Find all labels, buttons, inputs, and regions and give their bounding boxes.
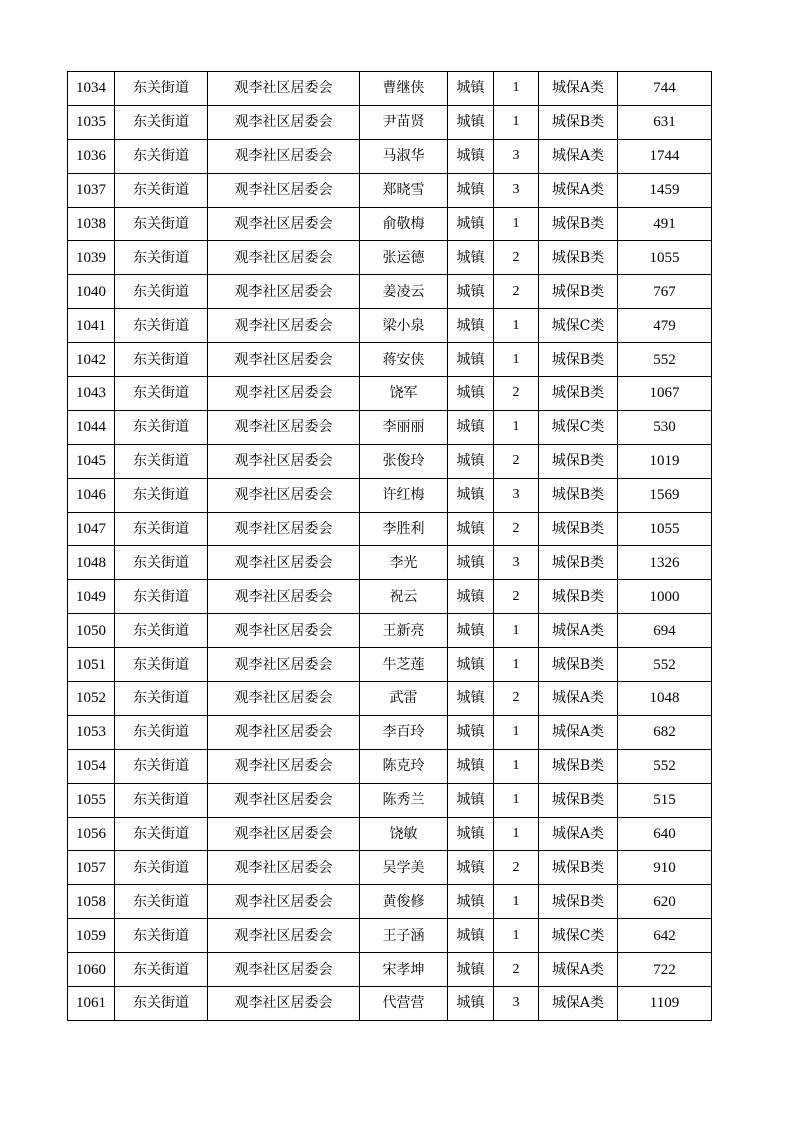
category-cell: 城保A类 bbox=[539, 682, 618, 716]
community-cell: 观李社区居委会 bbox=[208, 885, 360, 919]
category-cell: 城保A类 bbox=[539, 987, 618, 1021]
category-cell: 城保A类 bbox=[539, 614, 618, 648]
serial-number-cell: 1059 bbox=[68, 919, 115, 953]
table-row bbox=[68, 614, 712, 648]
table-row bbox=[68, 749, 712, 783]
name-cell: 王新亮 bbox=[360, 614, 448, 648]
member-count-cell: 2 bbox=[494, 512, 539, 546]
name-cell: 吴学美 bbox=[360, 851, 448, 885]
household-type-cell: 城镇 bbox=[448, 343, 494, 377]
household-type-cell: 城镇 bbox=[448, 410, 494, 444]
subdistrict-cell: 东关街道 bbox=[115, 241, 208, 275]
subdistrict-cell: 东关街道 bbox=[115, 817, 208, 851]
name-cell: 梁小泉 bbox=[360, 309, 448, 343]
category-cell: 城保B类 bbox=[539, 241, 618, 275]
amount-cell: 1055 bbox=[618, 512, 712, 546]
subdistrict-cell: 东关街道 bbox=[115, 343, 208, 377]
name-cell: 许红梅 bbox=[360, 478, 448, 512]
table-row bbox=[68, 682, 712, 716]
community-cell: 观李社区居委会 bbox=[208, 207, 360, 241]
subdistrict-cell: 东关街道 bbox=[115, 682, 208, 716]
table-row bbox=[68, 512, 712, 546]
amount-cell: 552 bbox=[618, 343, 712, 377]
amount-cell: 682 bbox=[618, 715, 712, 749]
name-cell: 李光 bbox=[360, 546, 448, 580]
community-cell: 观李社区居委会 bbox=[208, 919, 360, 953]
table-row bbox=[68, 987, 712, 1021]
subdistrict-cell: 东关街道 bbox=[115, 139, 208, 173]
community-cell: 观李社区居委会 bbox=[208, 851, 360, 885]
subdistrict-cell: 东关街道 bbox=[115, 207, 208, 241]
community-cell: 观李社区居委会 bbox=[208, 241, 360, 275]
serial-number-cell: 1061 bbox=[68, 987, 115, 1021]
table-row bbox=[68, 377, 712, 411]
serial-number-cell: 1046 bbox=[68, 478, 115, 512]
household-type-cell: 城镇 bbox=[448, 885, 494, 919]
member-count-cell: 2 bbox=[494, 444, 539, 478]
amount-cell: 910 bbox=[618, 851, 712, 885]
amount-cell: 1000 bbox=[618, 580, 712, 614]
category-cell: 城保B类 bbox=[539, 546, 618, 580]
category-cell: 城保B类 bbox=[539, 749, 618, 783]
household-type-cell: 城镇 bbox=[448, 444, 494, 478]
amount-cell: 515 bbox=[618, 783, 712, 817]
table-row bbox=[68, 783, 712, 817]
table-row bbox=[68, 580, 712, 614]
table-row bbox=[68, 817, 712, 851]
member-count-cell: 1 bbox=[494, 648, 539, 682]
category-cell: 城保B类 bbox=[539, 207, 618, 241]
subdistrict-cell: 东关街道 bbox=[115, 410, 208, 444]
member-count-cell: 1 bbox=[494, 207, 539, 241]
household-type-cell: 城镇 bbox=[448, 919, 494, 953]
table-row bbox=[68, 343, 712, 377]
member-count-cell: 2 bbox=[494, 377, 539, 411]
amount-cell: 1109 bbox=[618, 987, 712, 1021]
serial-number-cell: 1043 bbox=[68, 377, 115, 411]
community-cell: 观李社区居委会 bbox=[208, 953, 360, 987]
category-cell: 城保B类 bbox=[539, 851, 618, 885]
serial-number-cell: 1058 bbox=[68, 885, 115, 919]
category-cell: 城保B类 bbox=[539, 512, 618, 546]
table-row bbox=[68, 444, 712, 478]
serial-number-cell: 1045 bbox=[68, 444, 115, 478]
member-count-cell: 3 bbox=[494, 478, 539, 512]
serial-number-cell: 1036 bbox=[68, 139, 115, 173]
name-cell: 陈秀兰 bbox=[360, 783, 448, 817]
household-type-cell: 城镇 bbox=[448, 512, 494, 546]
household-type-cell: 城镇 bbox=[448, 72, 494, 106]
subdistrict-cell: 东关街道 bbox=[115, 715, 208, 749]
subdistrict-cell: 东关街道 bbox=[115, 580, 208, 614]
household-type-cell: 城镇 bbox=[448, 275, 494, 309]
table-row bbox=[68, 410, 712, 444]
subdistrict-cell: 东关街道 bbox=[115, 648, 208, 682]
category-cell: 城保C类 bbox=[539, 410, 618, 444]
subdistrict-cell: 东关街道 bbox=[115, 885, 208, 919]
serial-number-cell: 1048 bbox=[68, 546, 115, 580]
community-cell: 观李社区居委会 bbox=[208, 444, 360, 478]
serial-number-cell: 1044 bbox=[68, 410, 115, 444]
member-count-cell: 1 bbox=[494, 783, 539, 817]
subdistrict-cell: 东关街道 bbox=[115, 783, 208, 817]
name-cell: 李丽丽 bbox=[360, 410, 448, 444]
serial-number-cell: 1056 bbox=[68, 817, 115, 851]
member-count-cell: 1 bbox=[494, 105, 539, 139]
category-cell: 城保C类 bbox=[539, 309, 618, 343]
table-row bbox=[68, 241, 712, 275]
community-cell: 观李社区居委会 bbox=[208, 817, 360, 851]
amount-cell: 1459 bbox=[618, 173, 712, 207]
name-cell: 李胜利 bbox=[360, 512, 448, 546]
serial-number-cell: 1042 bbox=[68, 343, 115, 377]
roster-body bbox=[68, 72, 712, 1021]
community-cell: 观李社区居委会 bbox=[208, 546, 360, 580]
table-row bbox=[68, 953, 712, 987]
member-count-cell: 2 bbox=[494, 580, 539, 614]
community-cell: 观李社区居委会 bbox=[208, 343, 360, 377]
member-count-cell: 2 bbox=[494, 851, 539, 885]
community-cell: 观李社区居委会 bbox=[208, 783, 360, 817]
community-cell: 观李社区居委会 bbox=[208, 275, 360, 309]
name-cell: 黄俊修 bbox=[360, 885, 448, 919]
table-row bbox=[68, 885, 712, 919]
subdistrict-cell: 东关街道 bbox=[115, 546, 208, 580]
subdistrict-cell: 东关街道 bbox=[115, 105, 208, 139]
category-cell: 城保A类 bbox=[539, 173, 618, 207]
amount-cell: 694 bbox=[618, 614, 712, 648]
household-type-cell: 城镇 bbox=[448, 648, 494, 682]
household-type-cell: 城镇 bbox=[448, 715, 494, 749]
name-cell: 尹苗贤 bbox=[360, 105, 448, 139]
subdistrict-cell: 东关街道 bbox=[115, 614, 208, 648]
household-type-cell: 城镇 bbox=[448, 478, 494, 512]
subdistrict-cell: 东关街道 bbox=[115, 275, 208, 309]
category-cell: 城保A类 bbox=[539, 817, 618, 851]
household-type-cell: 城镇 bbox=[448, 783, 494, 817]
subdistrict-cell: 东关街道 bbox=[115, 377, 208, 411]
amount-cell: 722 bbox=[618, 953, 712, 987]
table-row bbox=[68, 851, 712, 885]
serial-number-cell: 1039 bbox=[68, 241, 115, 275]
serial-number-cell: 1060 bbox=[68, 953, 115, 987]
category-cell: 城保A类 bbox=[539, 139, 618, 173]
community-cell: 观李社区居委会 bbox=[208, 72, 360, 106]
community-cell: 观李社区居委会 bbox=[208, 309, 360, 343]
amount-cell: 530 bbox=[618, 410, 712, 444]
household-type-cell: 城镇 bbox=[448, 241, 494, 275]
category-cell: 城保B类 bbox=[539, 478, 618, 512]
table-row bbox=[68, 546, 712, 580]
roster-table bbox=[67, 71, 712, 1021]
amount-cell: 744 bbox=[618, 72, 712, 106]
member-count-cell: 1 bbox=[494, 343, 539, 377]
name-cell: 陈克玲 bbox=[360, 749, 448, 783]
community-cell: 观李社区居委会 bbox=[208, 987, 360, 1021]
amount-cell: 1744 bbox=[618, 139, 712, 173]
name-cell: 王子涵 bbox=[360, 919, 448, 953]
serial-number-cell: 1037 bbox=[68, 173, 115, 207]
household-type-cell: 城镇 bbox=[448, 851, 494, 885]
member-count-cell: 1 bbox=[494, 715, 539, 749]
amount-cell: 640 bbox=[618, 817, 712, 851]
subdistrict-cell: 东关街道 bbox=[115, 851, 208, 885]
household-type-cell: 城镇 bbox=[448, 377, 494, 411]
household-type-cell: 城镇 bbox=[448, 105, 494, 139]
member-count-cell: 1 bbox=[494, 919, 539, 953]
category-cell: 城保B类 bbox=[539, 648, 618, 682]
subdistrict-cell: 东关街道 bbox=[115, 72, 208, 106]
community-cell: 观李社区居委会 bbox=[208, 648, 360, 682]
table-row bbox=[68, 139, 712, 173]
member-count-cell: 3 bbox=[494, 987, 539, 1021]
name-cell: 祝云 bbox=[360, 580, 448, 614]
name-cell: 曹继侠 bbox=[360, 72, 448, 106]
serial-number-cell: 1047 bbox=[68, 512, 115, 546]
community-cell: 观李社区居委会 bbox=[208, 377, 360, 411]
name-cell: 郑晓雪 bbox=[360, 173, 448, 207]
member-count-cell: 1 bbox=[494, 817, 539, 851]
community-cell: 观李社区居委会 bbox=[208, 139, 360, 173]
community-cell: 观李社区居委会 bbox=[208, 173, 360, 207]
category-cell: 城保B类 bbox=[539, 343, 618, 377]
table-row bbox=[68, 715, 712, 749]
member-count-cell: 1 bbox=[494, 614, 539, 648]
household-type-cell: 城镇 bbox=[448, 173, 494, 207]
community-cell: 观李社区居委会 bbox=[208, 410, 360, 444]
household-type-cell: 城镇 bbox=[448, 987, 494, 1021]
subdistrict-cell: 东关街道 bbox=[115, 309, 208, 343]
subdistrict-cell: 东关街道 bbox=[115, 919, 208, 953]
amount-cell: 1048 bbox=[618, 682, 712, 716]
subdistrict-cell: 东关街道 bbox=[115, 953, 208, 987]
amount-cell: 1055 bbox=[618, 241, 712, 275]
member-count-cell: 1 bbox=[494, 309, 539, 343]
amount-cell: 491 bbox=[618, 207, 712, 241]
community-cell: 观李社区居委会 bbox=[208, 105, 360, 139]
serial-number-cell: 1040 bbox=[68, 275, 115, 309]
household-type-cell: 城镇 bbox=[448, 749, 494, 783]
category-cell: 城保B类 bbox=[539, 275, 618, 309]
serial-number-cell: 1049 bbox=[68, 580, 115, 614]
serial-number-cell: 1054 bbox=[68, 749, 115, 783]
category-cell: 城保B类 bbox=[539, 444, 618, 478]
household-type-cell: 城镇 bbox=[448, 207, 494, 241]
name-cell: 饶军 bbox=[360, 377, 448, 411]
community-cell: 观李社区居委会 bbox=[208, 580, 360, 614]
category-cell: 城保C类 bbox=[539, 919, 618, 953]
amount-cell: 1326 bbox=[618, 546, 712, 580]
name-cell: 俞敬梅 bbox=[360, 207, 448, 241]
name-cell: 李百玲 bbox=[360, 715, 448, 749]
household-type-cell: 城镇 bbox=[448, 309, 494, 343]
name-cell: 武雷 bbox=[360, 682, 448, 716]
category-cell: 城保B类 bbox=[539, 105, 618, 139]
household-type-cell: 城镇 bbox=[448, 546, 494, 580]
amount-cell: 642 bbox=[618, 919, 712, 953]
household-type-cell: 城镇 bbox=[448, 139, 494, 173]
community-cell: 观李社区居委会 bbox=[208, 614, 360, 648]
community-cell: 观李社区居委会 bbox=[208, 682, 360, 716]
amount-cell: 767 bbox=[618, 275, 712, 309]
subdistrict-cell: 东关街道 bbox=[115, 987, 208, 1021]
category-cell: 城保A类 bbox=[539, 953, 618, 987]
amount-cell: 479 bbox=[618, 309, 712, 343]
amount-cell: 620 bbox=[618, 885, 712, 919]
member-count-cell: 2 bbox=[494, 953, 539, 987]
member-count-cell: 2 bbox=[494, 682, 539, 716]
name-cell: 蒋安侠 bbox=[360, 343, 448, 377]
member-count-cell: 1 bbox=[494, 410, 539, 444]
member-count-cell: 2 bbox=[494, 241, 539, 275]
amount-cell: 1019 bbox=[618, 444, 712, 478]
serial-number-cell: 1051 bbox=[68, 648, 115, 682]
community-cell: 观李社区居委会 bbox=[208, 512, 360, 546]
member-count-cell: 3 bbox=[494, 173, 539, 207]
serial-number-cell: 1052 bbox=[68, 682, 115, 716]
table-row bbox=[68, 72, 712, 106]
member-count-cell: 1 bbox=[494, 749, 539, 783]
table-row bbox=[68, 207, 712, 241]
serial-number-cell: 1053 bbox=[68, 715, 115, 749]
subdistrict-cell: 东关街道 bbox=[115, 478, 208, 512]
category-cell: 城保B类 bbox=[539, 885, 618, 919]
name-cell: 姜凌云 bbox=[360, 275, 448, 309]
subdistrict-cell: 东关街道 bbox=[115, 512, 208, 546]
table-row bbox=[68, 105, 712, 139]
member-count-cell: 1 bbox=[494, 885, 539, 919]
serial-number-cell: 1055 bbox=[68, 783, 115, 817]
community-cell: 观李社区居委会 bbox=[208, 715, 360, 749]
household-type-cell: 城镇 bbox=[448, 580, 494, 614]
member-count-cell: 1 bbox=[494, 72, 539, 106]
name-cell: 宋孝坤 bbox=[360, 953, 448, 987]
household-type-cell: 城镇 bbox=[448, 682, 494, 716]
serial-number-cell: 1050 bbox=[68, 614, 115, 648]
serial-number-cell: 1041 bbox=[68, 309, 115, 343]
amount-cell: 552 bbox=[618, 749, 712, 783]
community-cell: 观李社区居委会 bbox=[208, 478, 360, 512]
table-row bbox=[68, 309, 712, 343]
member-count-cell: 3 bbox=[494, 139, 539, 173]
subdistrict-cell: 东关街道 bbox=[115, 749, 208, 783]
name-cell: 马淑华 bbox=[360, 139, 448, 173]
amount-cell: 1067 bbox=[618, 377, 712, 411]
name-cell: 饶敏 bbox=[360, 817, 448, 851]
serial-number-cell: 1034 bbox=[68, 72, 115, 106]
table-row bbox=[68, 275, 712, 309]
category-cell: 城保A类 bbox=[539, 72, 618, 106]
category-cell: 城保A类 bbox=[539, 715, 618, 749]
category-cell: 城保B类 bbox=[539, 580, 618, 614]
household-type-cell: 城镇 bbox=[448, 817, 494, 851]
subdistrict-cell: 东关街道 bbox=[115, 173, 208, 207]
category-cell: 城保B类 bbox=[539, 783, 618, 817]
household-type-cell: 城镇 bbox=[448, 953, 494, 987]
serial-number-cell: 1038 bbox=[68, 207, 115, 241]
table-row bbox=[68, 919, 712, 953]
category-cell: 城保B类 bbox=[539, 377, 618, 411]
member-count-cell: 2 bbox=[494, 275, 539, 309]
amount-cell: 552 bbox=[618, 648, 712, 682]
name-cell: 张运德 bbox=[360, 241, 448, 275]
community-cell: 观李社区居委会 bbox=[208, 749, 360, 783]
household-type-cell: 城镇 bbox=[448, 614, 494, 648]
serial-number-cell: 1035 bbox=[68, 105, 115, 139]
member-count-cell: 3 bbox=[494, 546, 539, 580]
table-row bbox=[68, 648, 712, 682]
amount-cell: 631 bbox=[618, 105, 712, 139]
amount-cell: 1569 bbox=[618, 478, 712, 512]
table-row bbox=[68, 173, 712, 207]
table-row bbox=[68, 478, 712, 512]
name-cell: 代营营 bbox=[360, 987, 448, 1021]
serial-number-cell: 1057 bbox=[68, 851, 115, 885]
name-cell: 牛芝莲 bbox=[360, 648, 448, 682]
subdistrict-cell: 东关街道 bbox=[115, 444, 208, 478]
name-cell: 张俊玲 bbox=[360, 444, 448, 478]
